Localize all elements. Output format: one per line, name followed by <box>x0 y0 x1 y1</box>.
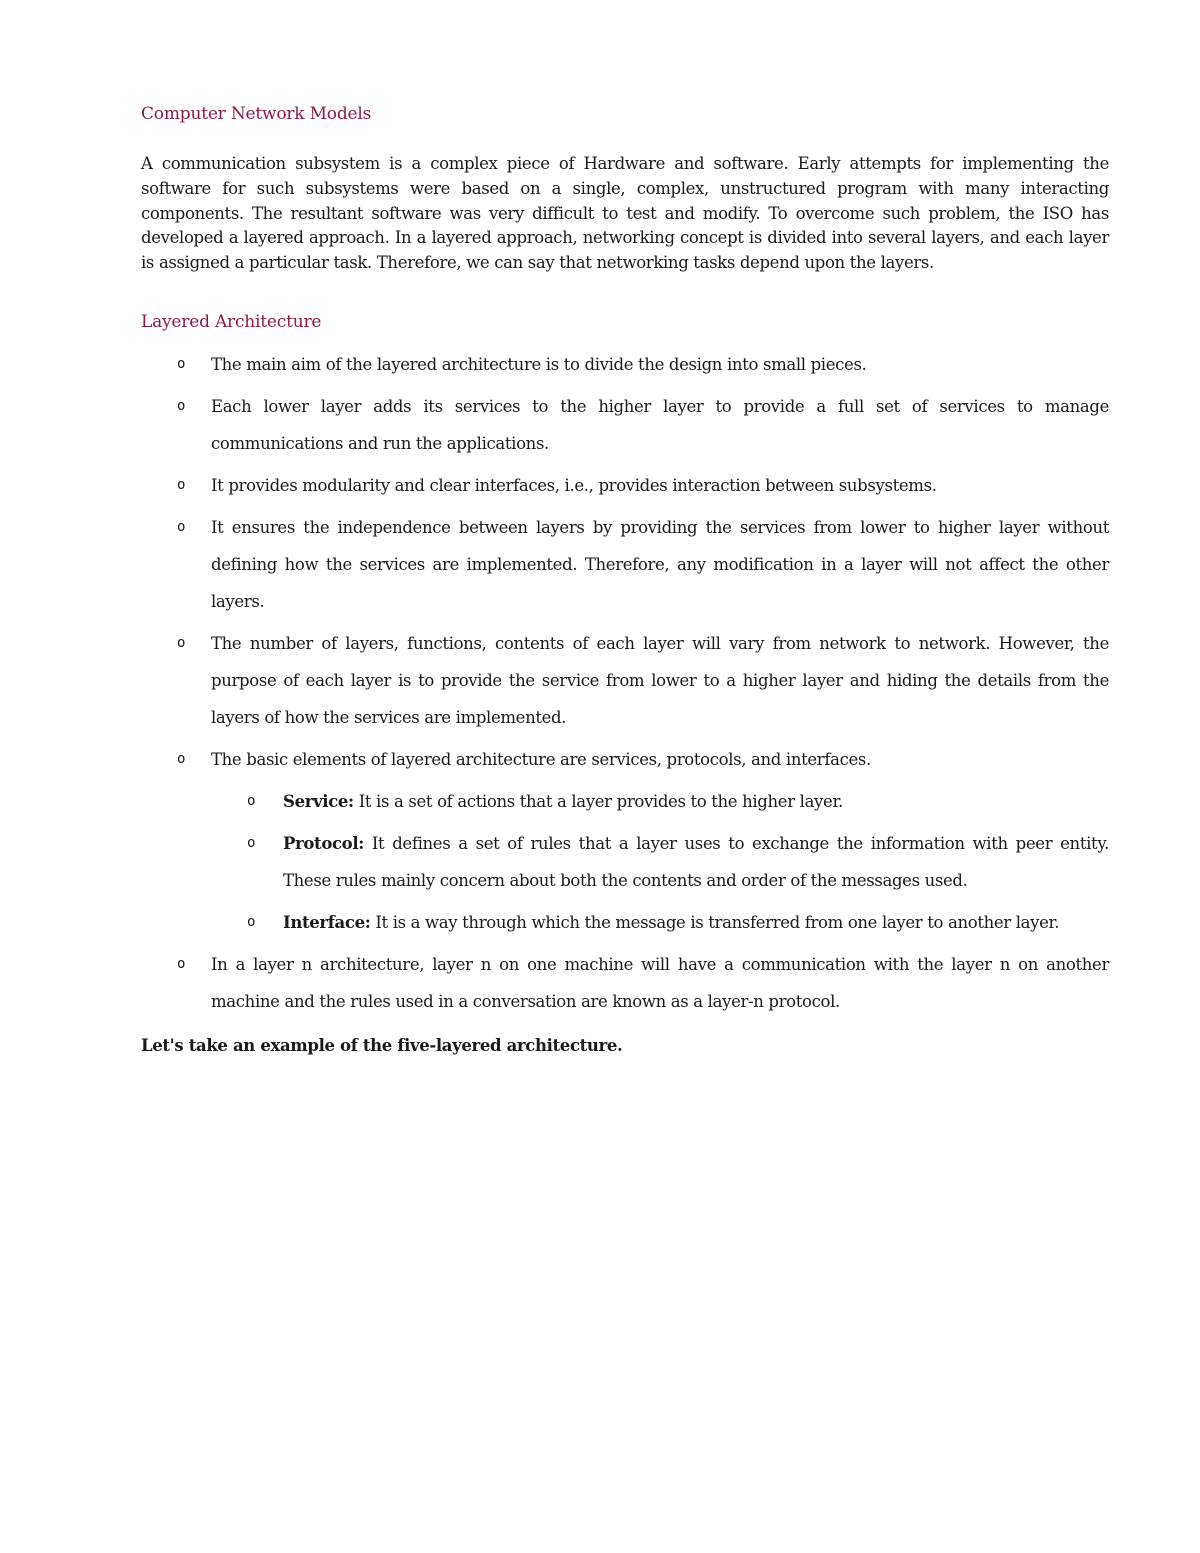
list-item-text: The basic elements of layered architecture are services, protocols, and interfaces. <box>211 749 871 769</box>
sub-bullet-list <box>211 783 1109 941</box>
list-item <box>141 741 1109 941</box>
sub-bullet-marker: o <box>247 792 256 809</box>
sub-bullet-marker: o <box>247 913 256 930</box>
sub-list-item <box>211 783 1109 820</box>
list-item-text: It provides modularity and clear interfaces, i.e., provides interaction between subsystems. <box>211 475 937 495</box>
sub-bullet-marker: o <box>247 834 256 851</box>
closing-statement: Let's take an example of the five-layered architecture. <box>141 1035 623 1055</box>
list-item <box>141 467 1109 504</box>
bullet-marker: o <box>177 750 186 767</box>
term-service: Service: <box>283 791 354 811</box>
term-definition: It is a way through which the message is transferred from one layer to another layer. <box>370 912 1060 932</box>
list-item <box>141 625 1109 736</box>
bullet-marker: o <box>177 634 186 651</box>
page-title: Computer Network Models <box>141 104 372 124</box>
list-item <box>141 388 1109 462</box>
term-interface: Interface: <box>283 912 371 932</box>
sub-list-item <box>211 904 1109 941</box>
sub-list-item <box>211 825 1109 899</box>
bullet-marker: o <box>177 518 186 535</box>
list-item-text: It ensures the independence between layers by providing the services from lower to higher layer without defining how the services are implemented. Therefore, any modification in a layer will not affect the other layers. <box>211 517 1109 611</box>
bullet-marker: o <box>177 355 186 372</box>
bullet-marker: o <box>177 397 186 414</box>
list-item <box>141 346 1109 383</box>
term-definition: It defines a set of rules that a layer uses to exchange the information with peer entity. These rules mainly concern about both the contents and order of the messages used. <box>283 833 1109 890</box>
list-item-text: The main aim of the layered architecture is to divide the design into small pieces. <box>211 354 867 374</box>
term-definition: It is a set of actions that a layer provides to the higher layer. <box>353 791 844 811</box>
term-protocol: Protocol: <box>283 833 364 853</box>
list-item <box>141 509 1109 620</box>
bullet-marker: o <box>177 955 186 972</box>
list-item-text: Each lower layer adds its services to the higher layer to provide a full set of services to manage communications and run the applications. <box>211 396 1109 453</box>
section-heading: Layered Architecture <box>141 311 322 332</box>
bullet-list <box>141 346 1109 1020</box>
bullet-marker: o <box>177 476 186 493</box>
list-item-text: The number of layers, functions, contents of each layer will vary from network to network. However, the purpose of each layer is to provide the service from lower to a higher layer and hiding the details from the layers of how the services are implemented. <box>211 633 1109 727</box>
list-item-text: In a layer n architecture, layer n on one machine will have a communication with the layer n on another machine and the rules used in a conversation are known as a layer-n protocol. <box>211 954 1109 1011</box>
intro-paragraph: A communication subsystem is a complex piece of Hardware and software. Early attempts for implementing the software for such subsystems were based on a single, complex, unstructured program with many interacting components. The resultant software was very difficult to test and modify. To overcome such problem, the ISO has developed a layered approach. In a layered approach, networking concept is divided into several layers, and each layer is assigned a particular task. Therefore, we can say that networking tasks depend upon the layers. <box>141 154 1109 273</box>
document-page <box>141 100 1109 1060</box>
list-item <box>141 946 1109 1020</box>
